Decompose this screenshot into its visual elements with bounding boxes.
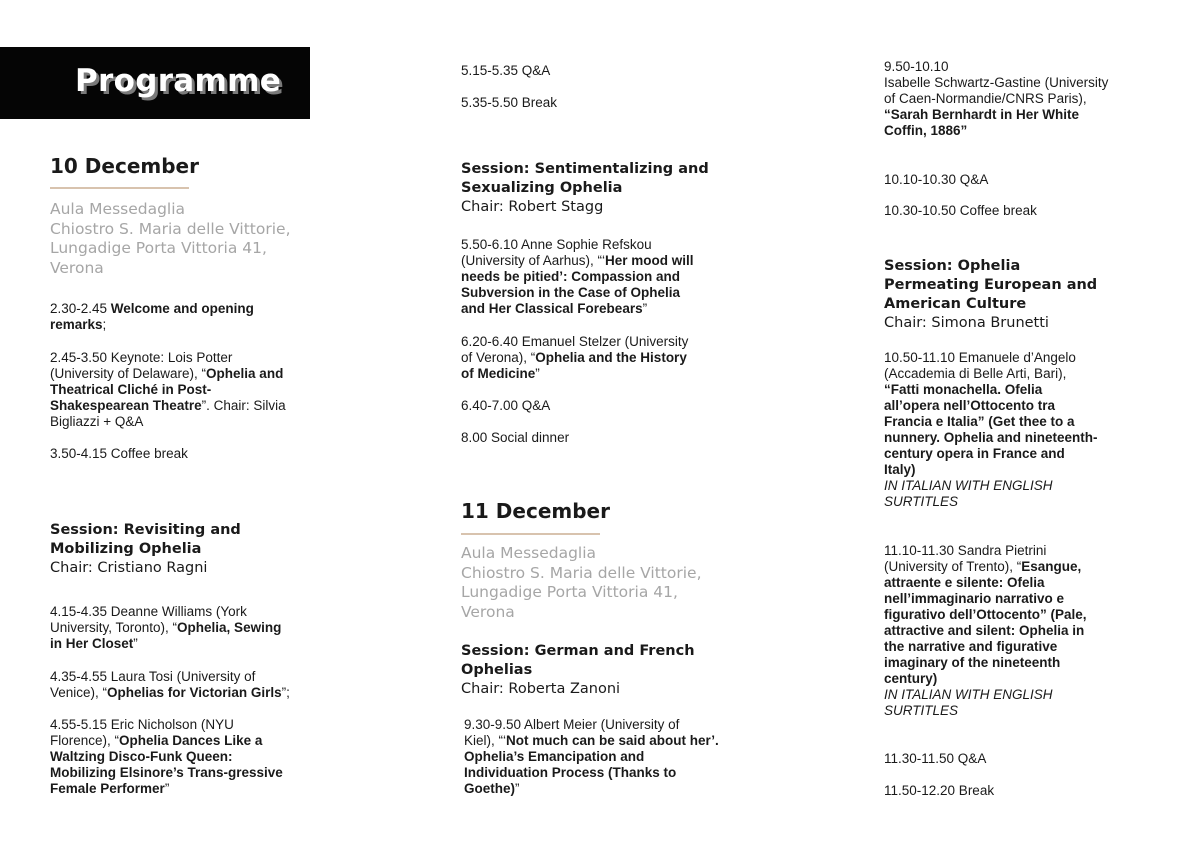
venue-line: Aula Messedaglia	[50, 200, 186, 218]
programme-item: 6.20-6.40 Emanuel Stelzer (University of Verona), “Ophelia and the History of Medicine”	[461, 334, 689, 381]
venue-line: Chiostro S. Maria delle Vittorie,	[50, 219, 291, 238]
venue-line: Chiostro S. Maria delle Vittorie,	[461, 563, 702, 582]
programme-item: 2.45-3.50 Keynote: Lois Potter (University of Delaware), “Ophelia and Theatrical Cliché in Post- Shakespearean Theatre”. Chair: Silvia Bigliazzi + Q&A	[50, 350, 286, 429]
programme-item: 11.10-11.30 Sandra Pietrini (University of Trento), “Esangue, attraente e silente: Ofelia nell’immaginario narrativo e figurativo dell’Ottocento” (Pale, attractive and silent: Ophelia in the narrative and figurative imaginary of the nineteenth century) IN ITALIAN WITH ENGLISH SURTITLES	[884, 543, 1087, 718]
session-title: Mobilizing Ophelia	[50, 541, 202, 557]
page-title: Programme	[75, 63, 282, 99]
programme-item: 3.50-4.15 Coffee break	[50, 446, 188, 461]
venue-block	[461, 544, 702, 622]
heading-divider	[50, 187, 189, 189]
session-title: Session: Revisiting and	[50, 522, 241, 538]
venue-block	[50, 200, 291, 278]
session-title: Permeating European and	[884, 277, 1098, 293]
programme-item: 11.50-12.20 Break	[884, 783, 995, 798]
session-block	[50, 521, 241, 578]
venue-line: Verona	[461, 602, 515, 621]
session-title: Session: Sentimentalizing and	[461, 161, 709, 177]
venue-line: Lungadige Porta Vittoria 41,	[50, 239, 267, 257]
programme-item: 10.10-10.30 Q&A	[884, 172, 989, 187]
programme-item: 4.55-5.15 Eric Nicholson (NYU Florence), “Ophelia Dances Like a Waltzing Disco-Funk Queen: Mobilizing Elsinore’s Trans-gressive Female Performer”	[50, 717, 283, 796]
programme-item: 2.30-2.45 Welcome and opening remarks;	[50, 301, 254, 332]
programme-item: 6.40-7.00 Q&A	[461, 398, 551, 413]
session-block	[461, 160, 709, 217]
session-chair: Chair: Robert Stagg	[461, 199, 604, 215]
programme-item: 11.30-11.50 Q&A	[884, 751, 987, 766]
venue-line: Lungadige Porta Vittoria 41,	[461, 583, 678, 601]
day-heading: 10 December	[50, 154, 199, 178]
session-title: Session: Ophelia	[884, 258, 1021, 274]
programme-item: 5.35-5.50 Break	[461, 95, 558, 110]
programme-item: 4.35-4.55 Laura Tosi (University of Venice), “Ophelias for Victorian Girls”;	[50, 669, 290, 700]
session-title: American Culture	[884, 296, 1027, 312]
heading-divider	[461, 533, 600, 535]
day-heading: 11 December	[461, 499, 610, 523]
programme-item: 9.30-9.50 Albert Meier (University of Kiel), “‘Not much can be said about her’. Ophelia’s Emancipation and Individuation Process (Thanks to Goethe)”	[464, 717, 719, 796]
session-title: Ophelias	[461, 662, 533, 678]
programme-item: 10.50-11.10 Emanuele d’Angelo (Accademia di Belle Arti, Bari), “Fatti monachella. Ofelia all’opera nell’Ottocento tra Francia e Italia” (Get thee to a nunnery. Ophelia and nineteenth- century opera in France and Italy) IN ITALIAN WITH ENGLISH SURTITLES	[884, 350, 1098, 509]
programme-item: 5.15-5.35 Q&A	[461, 63, 551, 78]
programme-item: 10.30-10.50 Coffee break	[884, 203, 1037, 218]
session-chair: Chair: Cristiano Ragni	[50, 560, 208, 576]
venue-line: Verona	[50, 258, 104, 277]
venue-line: Aula Messedaglia	[461, 544, 597, 562]
session-chair: Chair: Simona Brunetti	[884, 315, 1049, 331]
programme-item: 4.15-4.35 Deanne Williams (York University, Toronto), “Ophelia, Sewing in Her Closet”	[50, 604, 282, 651]
programme-item: 8.00 Social dinner	[461, 430, 570, 445]
programme-item: 9.50-10.10 Isabelle Schwartz-Gastine (University of Caen-Normandie/CNRS Paris), “Sarah Bernhardt in Her White Coffin, 1886”	[884, 59, 1109, 138]
session-title: Sexualizing Ophelia	[461, 180, 623, 196]
session-chair: Chair: Roberta Zanoni	[461, 681, 621, 697]
session-block	[884, 257, 1097, 333]
programme-item: 5.50-6.10 Anne Sophie Refskou (University of Aarhus), “‘Her mood will needs be pitied’: Compassion and Subversion in the Case of Ophelia and Her Classical Forebears”	[461, 237, 694, 316]
session-block	[461, 642, 695, 699]
session-title: Session: German and French	[461, 643, 695, 659]
